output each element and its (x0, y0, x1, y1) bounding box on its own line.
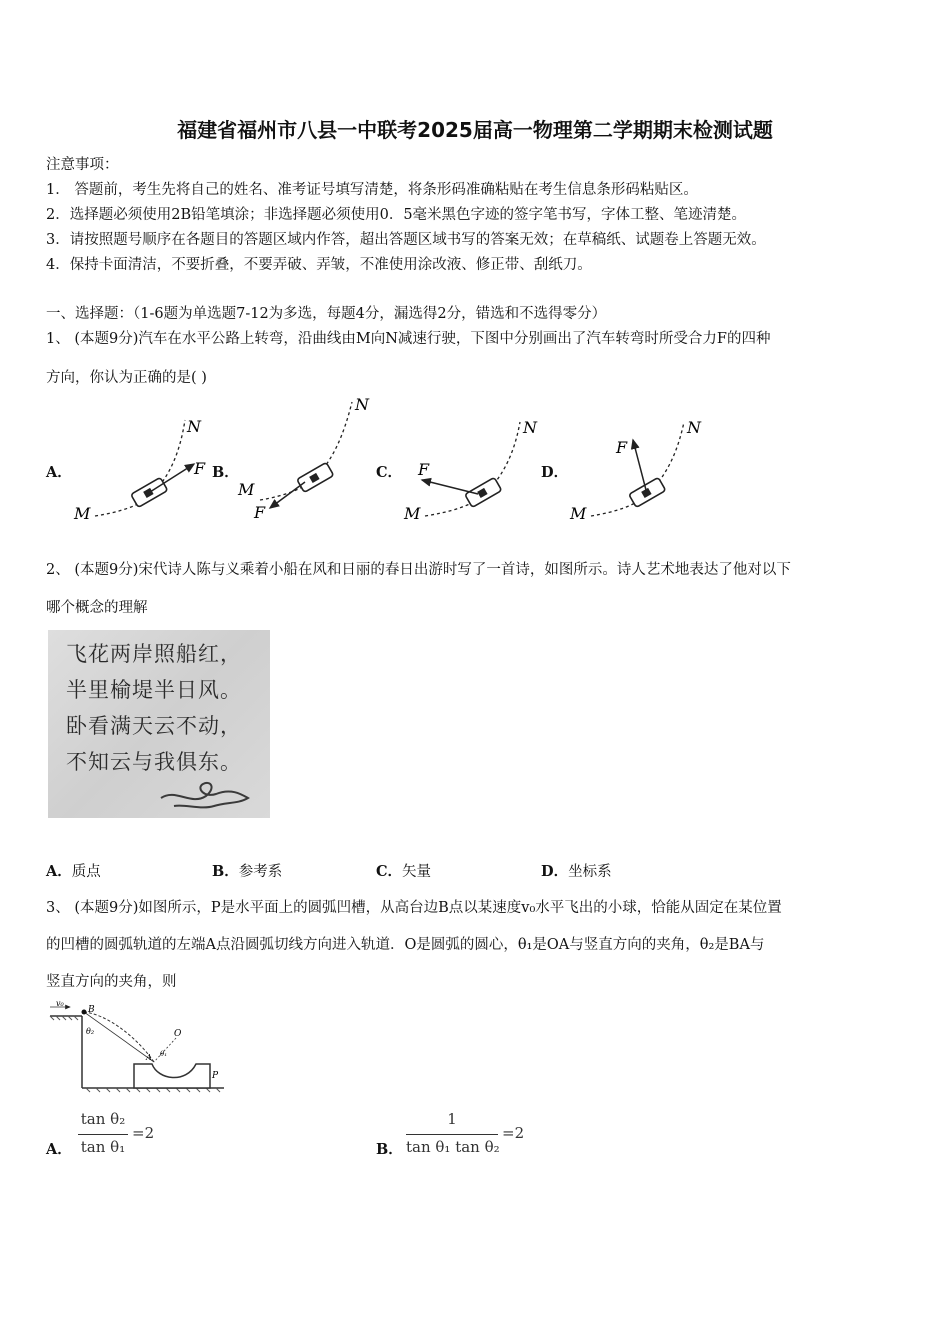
q3-b-denominator: tan θ₁ tan θ₂ (406, 1138, 500, 1156)
q3-option-b-label: B． (376, 1141, 403, 1158)
label-m: M (74, 504, 91, 523)
label-f: F (418, 460, 430, 479)
q1-diagram-a (73, 417, 206, 523)
q1-diagram-c (403, 418, 538, 523)
q1-option-a-label: A． (46, 464, 72, 481)
q1-option-d-label: D． (541, 464, 569, 481)
notice-item: 2．选择题必须使用2B铅笔填涂；非选择题必须使用0．5毫米黑色字迹的签字笔书写，字体工整、笔迹清楚。 (46, 207, 747, 223)
q2-option-a: A．质点 (46, 863, 101, 880)
q3-b-numerator: 1 (447, 1110, 457, 1128)
q1-option-c-label: C． (376, 464, 403, 481)
label-p: P (212, 1071, 219, 1081)
q3-option-a-label: A． (46, 1141, 72, 1158)
label-v0: v₀ (56, 999, 64, 1008)
label-theta2: θ₂ (86, 1027, 95, 1036)
label-n: N (687, 418, 701, 437)
q2-option-b: B．参考系 (212, 863, 283, 880)
poem-line: 不知云与我俱东。 (66, 750, 242, 774)
q1-diagram-b (237, 395, 370, 522)
q3-a-equals: =2 (132, 1124, 155, 1142)
label-m: M (238, 480, 255, 499)
poem-image (48, 630, 270, 818)
label-o: O (174, 1029, 182, 1039)
q2-option-c: C．矢量 (376, 863, 432, 880)
label-f: F (254, 503, 266, 522)
label-m: M (404, 504, 421, 523)
q3-a-numerator: tan θ₂ (80, 1110, 126, 1128)
question-2-text-2: 哪个概念的理解 (46, 600, 148, 616)
question-3-text-2: 的凹槽的圆弧轨道的左端A点沿圆弧切线方向进入轨道．O是圆弧的圆心，θ₁是OA与竖直方向的夹角，θ₂是BA与 (46, 937, 765, 953)
label-f: F (194, 459, 206, 478)
notice-heading: 注意事项： (46, 157, 119, 173)
label-n: N (355, 395, 369, 414)
label-theta1: θ₁ (160, 1050, 168, 1058)
q1-diagram-d (569, 418, 702, 523)
q3-b-equals: =2 (502, 1124, 525, 1142)
q3-figure (46, 998, 236, 1094)
question-3-text-3: 竖直方向的夹角，则 (46, 974, 177, 990)
label-n: N (187, 417, 201, 436)
label-b: B (88, 1005, 95, 1015)
q1-option-b-label: B． (212, 464, 239, 481)
notice-item: 1． 答题前，考生先将自己的姓名、准考证号填写清楚，将条形码准确粘贴在考生信息条形码粘贴区。 (46, 182, 698, 198)
poem-line: 飞花两岸照船红， (66, 642, 242, 666)
section-heading: 一、选择题：（1-6题为单选题7-12为多选，每题4分，漏选得2分，错选和不选得零分） (46, 306, 607, 322)
question-1-text-2: 方向，你认为正确的是( ) (46, 370, 207, 386)
question-2-text: 2、 (本题9分)宋代诗人陈与义乘着小船在风和日丽的春日出游时写了一首诗，如图所示。诗人艺术地表达了他对以下 (46, 562, 791, 578)
page-title: 福建省福州市八县一中联考2025届高一物理第二学期期末检测试题 (177, 118, 773, 142)
cloud-swirl-icon (156, 776, 256, 812)
fraction-bar (78, 1134, 128, 1135)
force-arrow (270, 482, 305, 508)
poem-line: 卧看满天云不动， (66, 714, 242, 738)
force-arrow (633, 440, 646, 490)
label-a: A (146, 1053, 152, 1062)
fraction-bar (406, 1134, 498, 1135)
label-m: M (570, 504, 587, 523)
question-3-text: 3、 (本题9分)如图所示，P是水平面上的圆弧凹槽，从高台边B点以某速度v₀水平飞出的小球，恰能从固定在某位置 (46, 900, 782, 916)
question-1-text: 1、 (本题9分)汽车在水平公路上转弯，沿曲线由M向N减速行驶，下图中分别画出了汽车转弯时所受合力F的四种 (46, 331, 771, 347)
force-arrow (150, 464, 194, 492)
poem-line: 半里榆堤半日风。 (66, 678, 242, 702)
label-n: N (523, 418, 537, 437)
q2-option-d: D．坐标系 (541, 863, 612, 880)
label-f: F (616, 438, 628, 457)
force-arrow (422, 480, 478, 494)
q1-diagrams (0, 390, 950, 535)
notice-item: 3．请按照题号顺序在各题目的答题区域内作答，超出答题区域书写的答案无效；在草稿纸、试题卷上答题无效。 (46, 232, 766, 248)
q3-a-denominator: tan θ₁ (80, 1138, 126, 1156)
notice-item: 4．保持卡面清洁，不要折叠，不要弄破、弄皱，不准使用涂改液、修正带、刮纸刀。 (46, 257, 592, 273)
